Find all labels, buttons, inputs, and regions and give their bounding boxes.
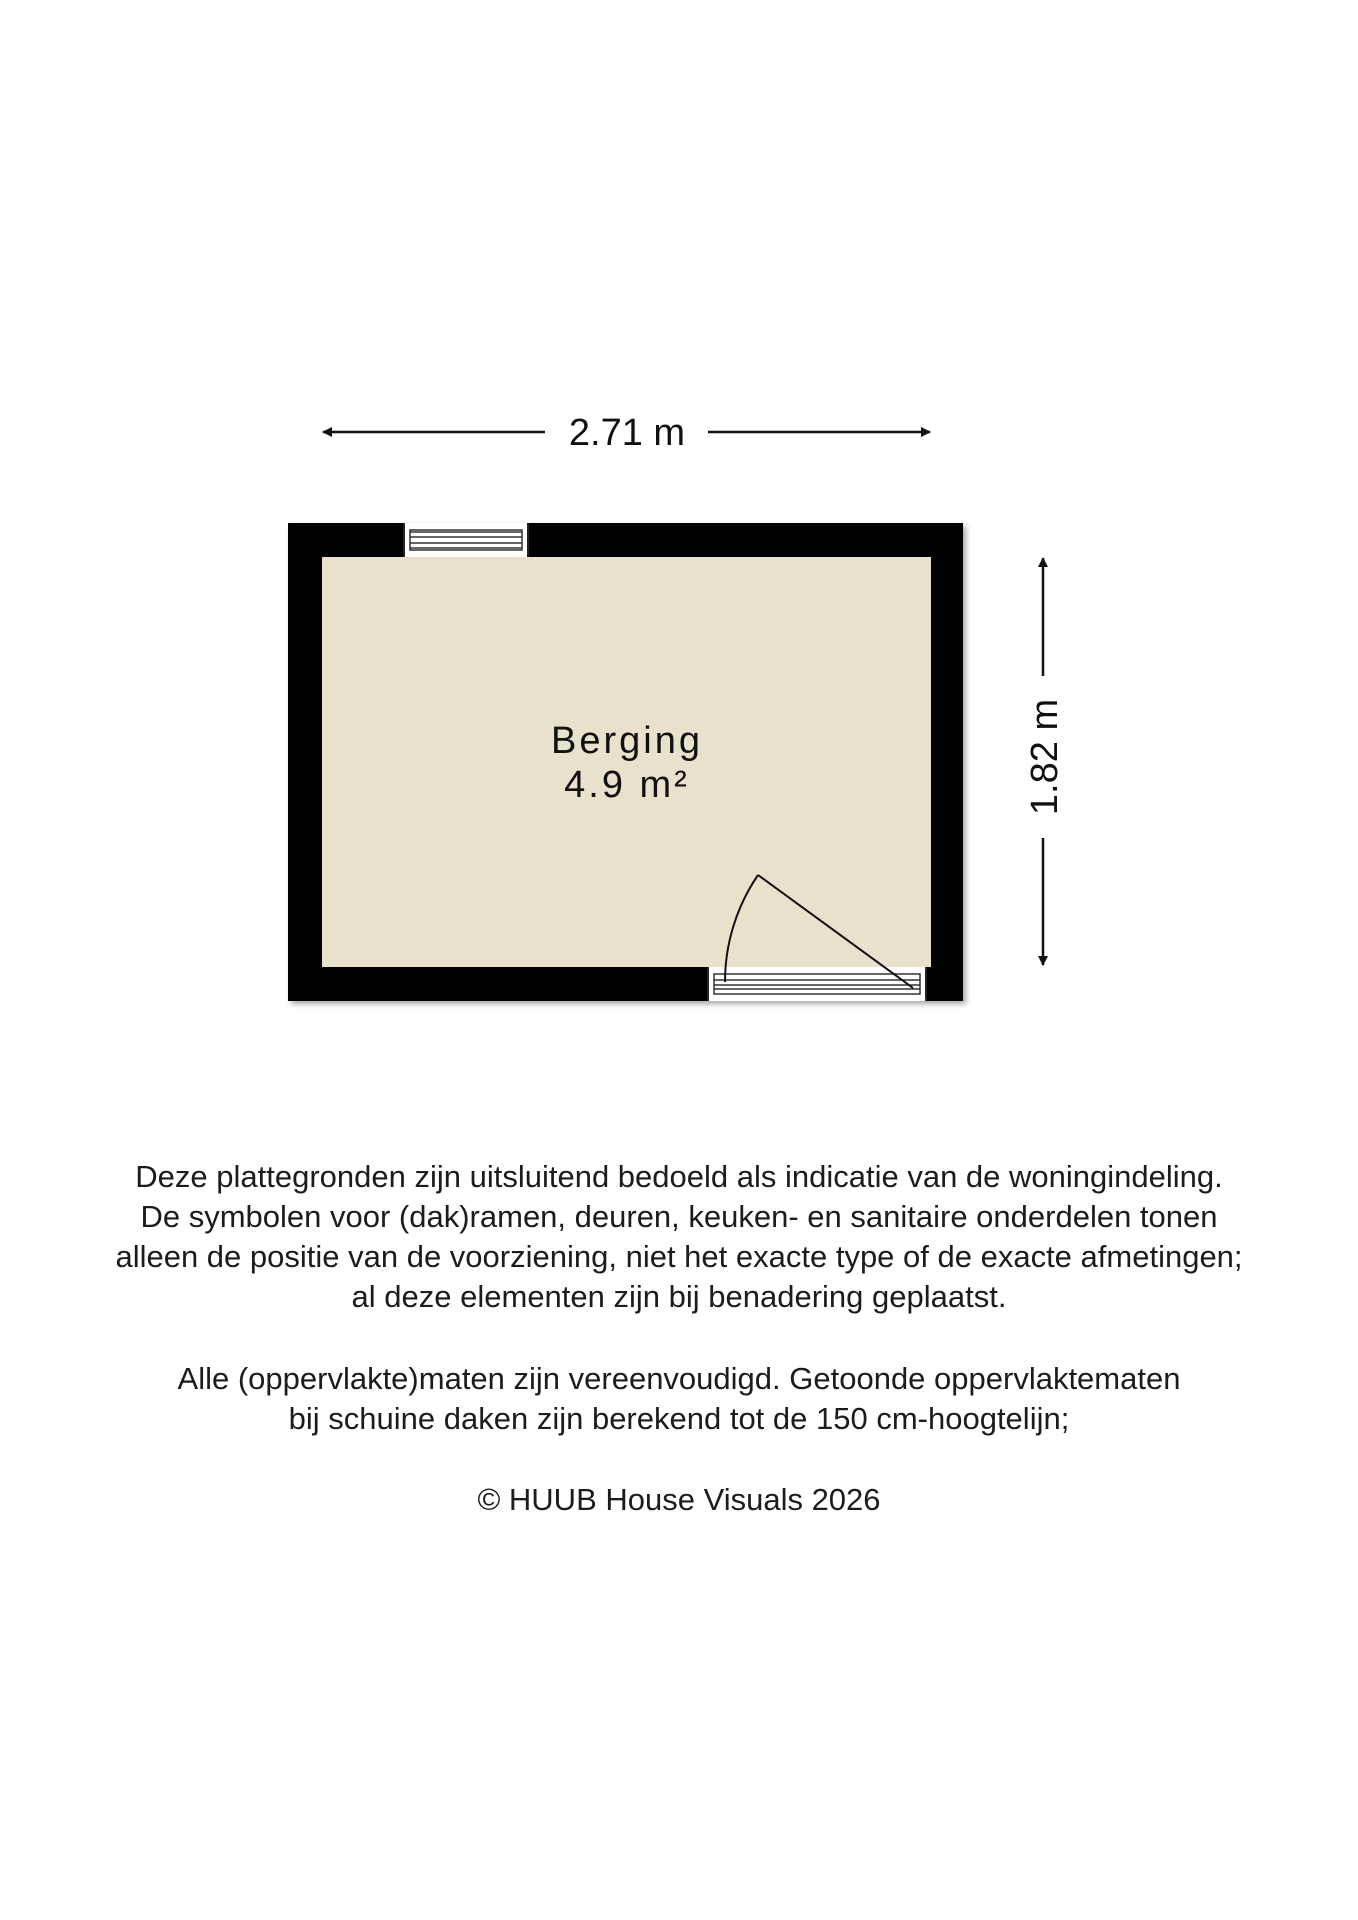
disclaimer-paragraph-2 (0, 1359, 1358, 1439)
width-dimension-label: 2.71 m (568, 412, 686, 454)
height-dimension-label: 1.82 m (1024, 698, 1066, 816)
disclaimer-line: De symbolen voor (dak)ramen, deuren, keuken- en sanitaire onderdelen tonen (140, 1199, 1218, 1234)
width-dimension (323, 412, 930, 454)
disclaimer-line: alleen de positie van de voorziening, niet het exacte type of de exacte afmetingen; (115, 1239, 1243, 1274)
room-area: 4.9 m² (564, 764, 690, 806)
room-floor (322, 557, 931, 967)
window-top (404, 523, 528, 557)
disclaimer-paragraph-1 (0, 1157, 1358, 1317)
disclaimer-line: Alle (oppervlakte)maten zijn vereenvoudigd. Getoonde oppervlaktematen (177, 1361, 1181, 1396)
copyright-notice: © HUUB House Visuals 2026 (477, 1482, 881, 1517)
height-dimension (1024, 558, 1066, 965)
disclaimer-line: Deze plattegronden zijn uitsluitend bedoeld als indicatie van de woningindeling. (135, 1159, 1223, 1194)
room-name: Berging (551, 720, 703, 762)
disclaimer-line: al deze elementen zijn bij benadering geplaatst. (351, 1279, 1007, 1314)
disclaimer-line: bij schuine daken zijn berekend tot de 150 cm-hoogtelijn; (288, 1401, 1070, 1436)
